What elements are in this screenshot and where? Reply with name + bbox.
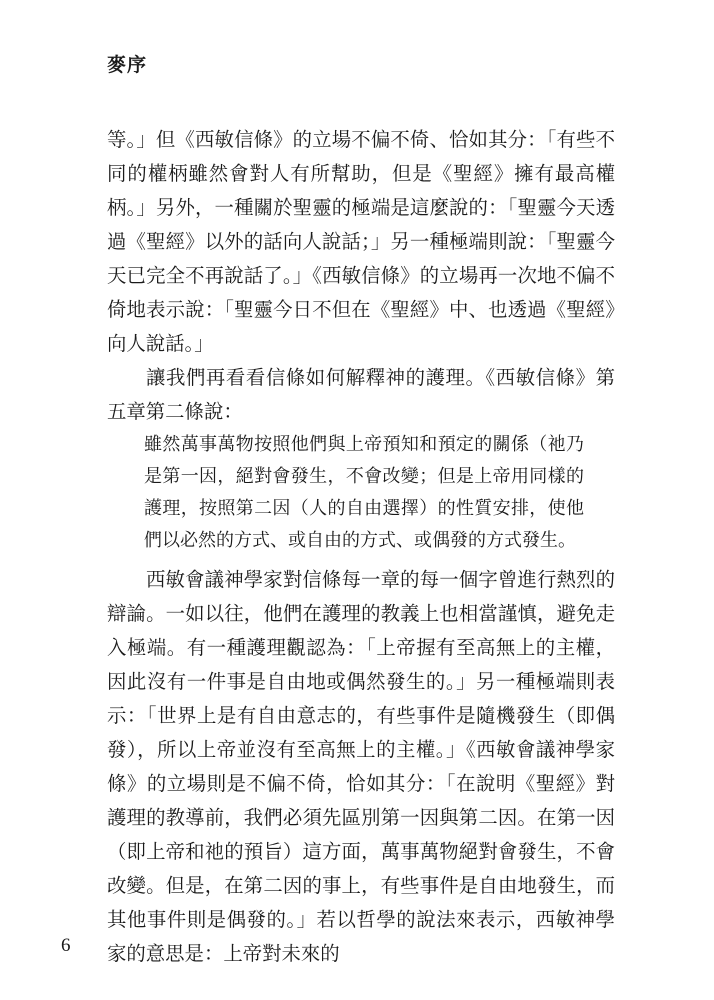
paragraph-providence-intro: 讓我們再看看信條如何解釋神的護理。《西敏信條》第五章第二條說： [107, 366, 615, 423]
paragraph-continued: 等。」但《西敏信條》的立場不偏不倚、恰如其分：「有些不同的權柄雖然會對人有所幫助，但是《聖經》擁有最高權柄。」另外，一種關於聖靈的極端是這麼說的：「聖靈今天透過《聖經》以外的話向人說話；」另一種極端則說：「聖靈今天已完全不再說話了。」《西敏信條》的立場再一次地不偏不倚地表示說：「聖靈今日不但在《聖經》中、也透過《聖經》向人說話。」 [107, 128, 615, 355]
page-number: 6 [61, 935, 71, 956]
page-body [107, 123, 615, 971]
paragraph-divines-debate: 西敏會議神學家對信條每一章的每一個字曾進行熱烈的辯論。一如以往，他們在護理的教義上也相當謹慎，避免走入極端。有一種護理觀認為：「上帝握有至高無上的主權，因此沒有一件事是自由地或偶然發生的。」另一種極端則表示：「世界上是有自由意志的，有些事件是隨機發生（即偶發），所以上帝並沒有至高無上的主權。」《西敏會議神學家條》的立場則是不偏不倚，恰如其分：「在說明《聖經》對護理的教導前，我們必須先區別第一因與第二因。在第一因（即上帝和祂的預旨）這方面，萬事萬物絕對會發生，不會改變。但是，在第二因的事上，有些事件是自由地發生，而其他事件則是偶發的。」若以哲學的說法來表示，西敏神學家的意思是：上帝對未來的 [107, 568, 615, 965]
running-title: 麥序 [107, 54, 148, 76]
block-quote-confession-5-2: 雖然萬事萬物按照他們與上帝預知和預定的關係（祂乃是第一因，絕對會發生，不會改變；但是上帝用同樣的護理，按照第二因（人的自由選擇）的性質安排，使他們以必然的方式、或自由的方式、或偶發的方式發生。 [144, 434, 584, 551]
